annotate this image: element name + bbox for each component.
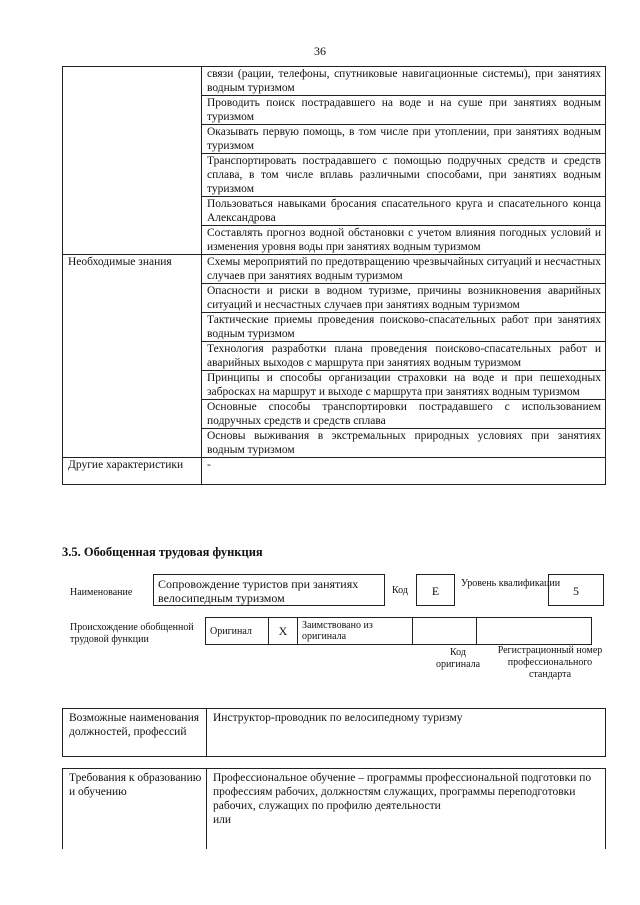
education-value-cell xyxy=(207,769,606,850)
origin-original-label: Оригинал xyxy=(206,618,269,645)
knowledge-row: Тактические приемы проведения поисково-спасательных работ при занятиях водным туризмом xyxy=(202,313,606,342)
knowledge-label: Необходимые знания xyxy=(63,255,202,458)
origin-table xyxy=(205,617,592,645)
origin-reg-caption: Регистрационный номер профессионального стандарта xyxy=(497,645,603,680)
qualification-level-label: Уровень квалификации xyxy=(461,578,561,589)
origin-code-caption: Код оригинала xyxy=(435,647,481,670)
knowledge-row: Основные способы транспортировки пострадавшего с использованием подручных средств и средств сплава xyxy=(202,400,606,429)
name-label: Наименование xyxy=(70,587,133,598)
skill-row: Составлять прогноз водной обстановки с учетом влияния погодных условий и изменения уровня воды при занятиях водным туризмом xyxy=(202,226,606,255)
name-value: Сопровождение туристов при занятиях велосипедным туризмом xyxy=(153,574,385,606)
origin-code-cell xyxy=(413,618,477,645)
qualification-level-value: 5 xyxy=(548,574,604,606)
origin-label: Происхождение обобщенной трудовой функции xyxy=(70,622,194,645)
knowledge-row: Опасности и риски в водном туризме, причины возникновения аварийных ситуаций и несчастных случаев при занятиях водным туризмом xyxy=(202,284,606,313)
section-title: 3.5. Обобщенная трудовая функция xyxy=(62,545,263,559)
other-characteristics-label: Другие характеристики xyxy=(63,458,202,485)
origin-original-mark: X xyxy=(269,618,298,645)
education-label: Требования к образованию и обучению xyxy=(63,769,207,850)
knowledge-table xyxy=(62,66,606,485)
positions-value: Инструктор-проводник по велосипедному туризму xyxy=(207,709,606,757)
skill-row: Проводить поиск пострадавшего на воде и на суше при занятиях водным туризмом xyxy=(202,96,606,125)
other-characteristics-value: - xyxy=(202,458,606,485)
skills-label-cell xyxy=(63,67,202,255)
code-value: E xyxy=(416,574,455,606)
code-label: Код xyxy=(392,585,408,596)
education-table xyxy=(62,768,606,849)
skill-row: Пользоваться навыками бросания спасательного круга и спасательного конца Александрова xyxy=(202,197,606,226)
page-number: 36 xyxy=(314,44,326,58)
positions-label: Возможные наименования должностей, профессий xyxy=(63,709,207,757)
skill-row: Оказывать первую помощь, в том числе при утоплении, при занятиях водным туризмом xyxy=(202,125,606,154)
origin-reg-cell xyxy=(477,618,592,645)
origin-borrowed-label: Заимствовано из оригинала xyxy=(298,618,413,645)
knowledge-row: Схемы мероприятий по предотвращению чрезвычайных ситуаций и несчастных случаев при занятиях водным туризмом xyxy=(202,255,606,284)
knowledge-row: Технология разработки плана проведения поисково-спасательных работ и аварийных выходов с маршрута при занятиях водным туризмом xyxy=(202,342,606,371)
skill-row: связи (рации, телефоны, спутниковые навигационные системы), при занятиях водным туризмом xyxy=(202,67,606,96)
knowledge-row: Основы выживания в экстремальных природных условиях при занятиях водным туризмом xyxy=(202,429,606,458)
education-value-tail: или xyxy=(213,814,232,826)
knowledge-row: Принципы и способы организации страховки на воде и при пешеходных забросках на маршрут и выходе с маршрута при занятиях водным туризмом xyxy=(202,371,606,400)
positions-table xyxy=(62,708,606,757)
education-value: Профессиональное обучение – программы профессиональной подготовки по профессиям рабочих, должностям служащих, программы переподготовки рабочих, служащих по профилю деятельности xyxy=(213,772,592,812)
skill-row: Транспортировать пострадавшего с помощью подручных средств и средств сплава, в том числе вплавь различными способами, при занятиях водным туризмом xyxy=(202,154,606,197)
